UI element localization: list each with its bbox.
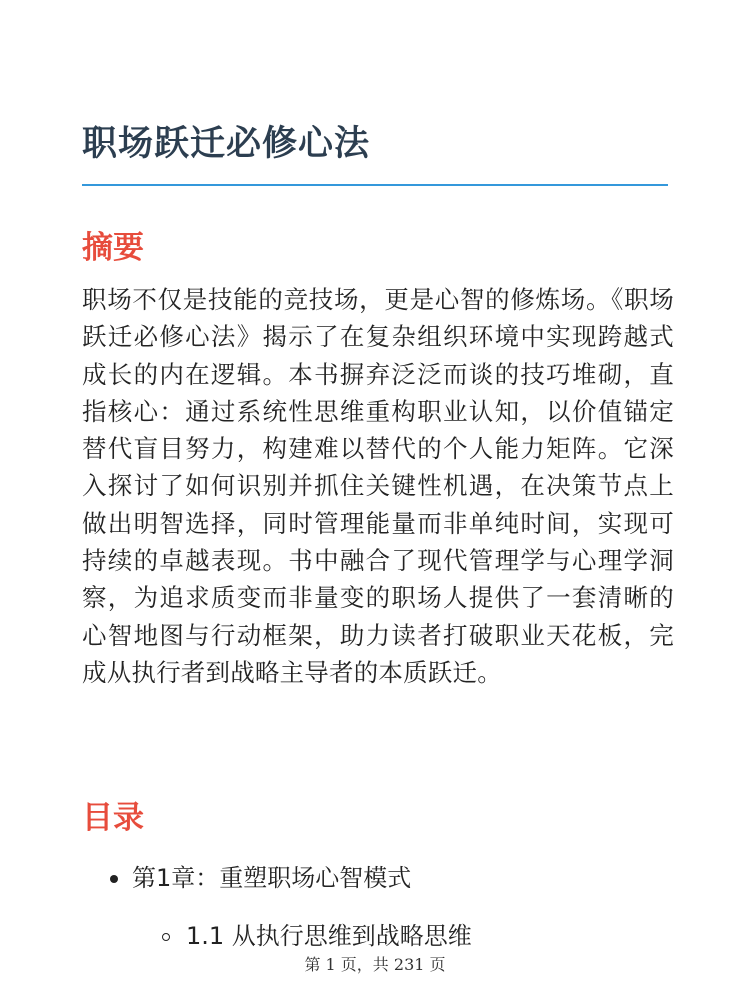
toc-item-label: 1.1 从执行思维到战略思维 — [186, 922, 472, 950]
toc-item-chapter-1[interactable] — [110, 858, 411, 893]
abstract-heading: 摘要 — [82, 230, 144, 266]
hollow-bullet-icon — [162, 933, 170, 941]
document-title: 职场跃迁必修心法 — [82, 124, 371, 164]
toc-item-section-1-1[interactable] — [162, 916, 472, 951]
toc-heading: 目录 — [82, 800, 144, 836]
page-number-footer: 第 1 页，共 231 页 — [304, 955, 446, 974]
abstract-paragraph: 职场不仅是技能的竞技场，更是心智的修炼场。《职场跃迁必修心法》揭示了在复杂组织环境中实现跨越式成长的内在逻辑。本书摒弃泛泛而谈的技巧堆砌，直指核心：通过系统性思维重构职业认知，以价值锚定替代盲目努力，构建难以替代的个人能力矩阵。它深入探讨了如何识别并抓住关键性机遇，在决策节点上做出明智选择，同时管理能量而非单纯时间，实现可持续的卓越表现。书中融合了现代管理学与心理学洞察，为追求质变而非量变的职场人提供了一套清晰的心智地图与行动框架，助力读者打破职业天花板，完成从执行者到战略主导者的本质跃迁。 — [82, 285, 674, 687]
toc-item-label: 第1章：重塑职场心智模式 — [132, 864, 412, 892]
title-divider — [82, 184, 668, 186]
filled-bullet-icon — [110, 875, 118, 883]
